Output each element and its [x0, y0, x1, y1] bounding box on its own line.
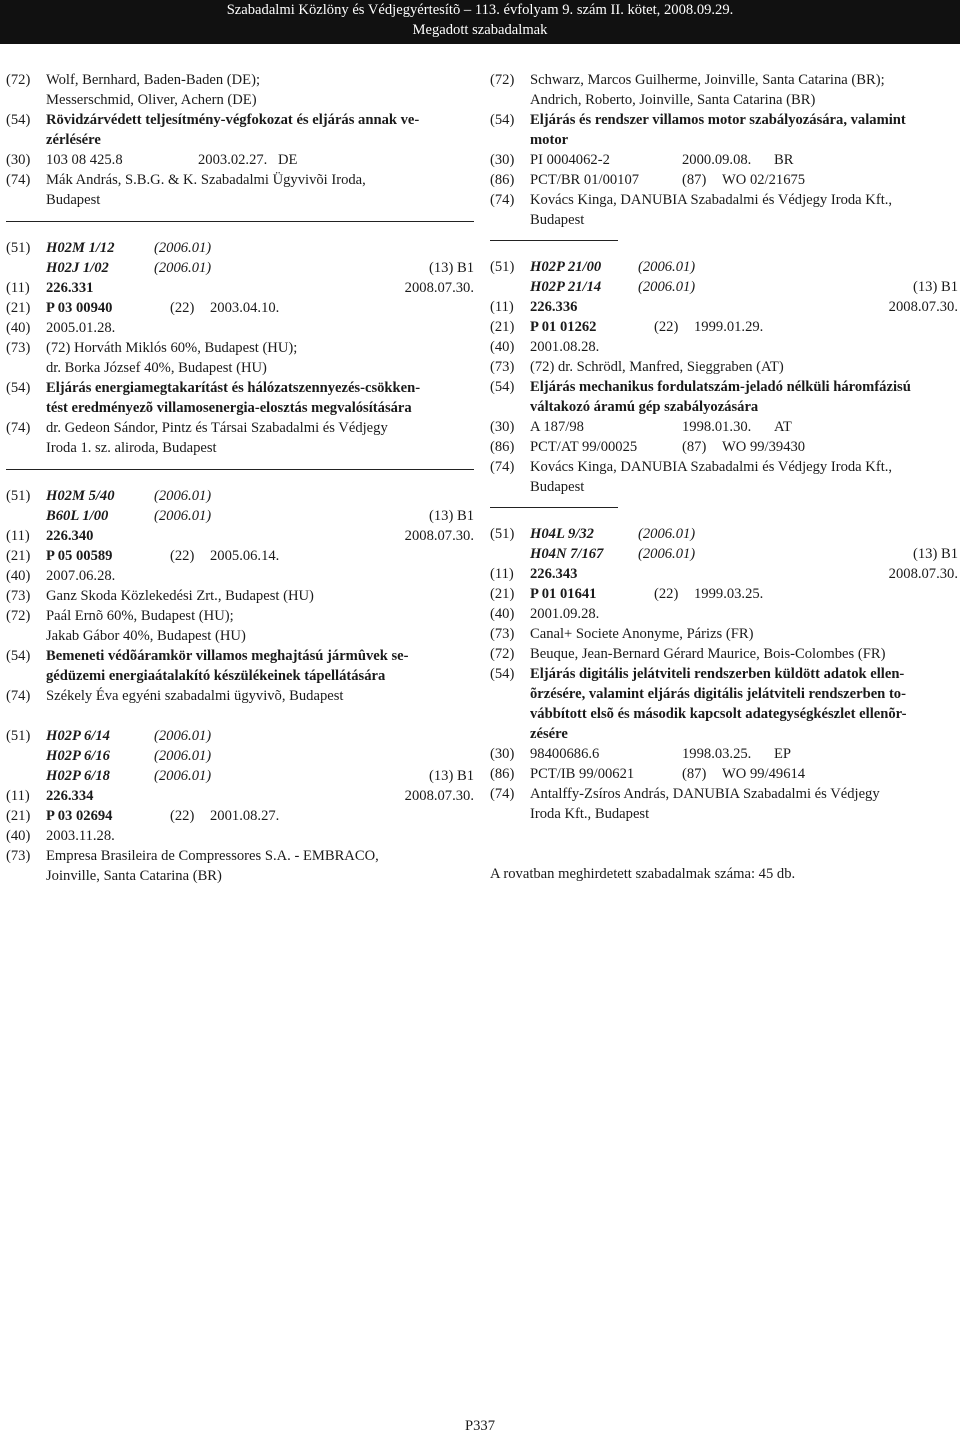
- field-54-title: (54) Eljárás digitális jelátviteli rendszerben küldött adatok ellen-: [490, 666, 905, 682]
- patent-entry: (51) H02P 6/14 (2006.01) H02P 6/16 (2006.01) H02P 6/18 (2006.01) (13) B1 (11) 226.334 2008.07.30. (21) P 03 02694 (22) 2001.08.27. (40) 2003.11.28. (73) Empresa Brasileira de Compressores S.A. - EMBRACO, Joinville, Santa Catarina (BR): [6, 728, 474, 884]
- field-51-ipc: (51) H02M 5/40 (2006.01): [6, 488, 212, 504]
- field-51-ipc: (51) H02M 1/12 (2006.01): [6, 240, 212, 256]
- entry-separator: [6, 221, 474, 222]
- patent-entry: (51) H04L 9/32 (2006.01) H04N 7/167 (2006.01) (13) B1 (11) 226.343 2008.07.30. (21) P 01 01641 (22) 1999.03.25. (40) 2001.09.28. (73) Canal+ Societe Anonyme, Párizs (FR) (72) Beuque, Jean-Bernard Gérard Maurice, Bois-Colombes (FR) (54) Eljárás digitális jelátviteli rendszerben küldött adatok ellen- õrzésére, valamint eljárás digitális jelátviteli rendszerben to- vábbított elsõ és második kapcsolt adategységkészlet ellenõr- zésére (30) 98400686.6 1998.03.25. EP (86) PCT/IB 99/00621 (87) WO 99/49614 (74) Antalffy-Zsíros András, DANUBIA Szabadalmi és Védjegy Iroda Kft., Budapest: [490, 526, 958, 822]
- field-72: (72) Wolf, Bernhard, Baden-Baden (DE);: [6, 72, 261, 88]
- field-74-agent: (74) Székely Éva egyéni szabadalmi ügyvivõ, Budapest: [6, 688, 344, 704]
- field-54-title: (54) Bemeneti védõáramkör villamos meghajtású jármûvek se-: [6, 648, 409, 664]
- kind-code: (13) B1: [429, 508, 474, 524]
- field-40: (40) 2007.06.28.: [6, 568, 116, 584]
- field-54-title: (54) Eljárás és rendszer villamos motor szabályozására, valamint: [490, 112, 906, 128]
- field-21-application: (21) P 03 00940 (22) 2003.04.10.: [6, 300, 280, 316]
- field-86-pct: (86) PCT/BR 01/00107 (87) WO 02/21675: [490, 172, 806, 188]
- left-column: [6, 70, 474, 886]
- kind-code: (13) B1: [913, 279, 958, 295]
- field-30-priority: (30) 103 08 425.8 2003.02.27. DE: [6, 152, 298, 168]
- field-40: (40) 2001.09.28.: [490, 606, 600, 622]
- field-73-owner: (73) Ganz Skoda Közlekedési Zrt., Budapest (HU): [6, 588, 314, 604]
- field-72-inventor: (72) Beuque, Jean-Bernard Gérard Maurice, Bois-Colombes (FR): [490, 646, 886, 662]
- field-54-title: (54) Eljárás energiamegtakarítást és hálózatszennyezés-csökken-: [6, 380, 421, 396]
- field-11-number: (11) 226.336 2008.07.30.: [490, 299, 958, 315]
- field-74-agent: (74) Kovács Kinga, DANUBIA Szabadalmi és Védjegy Iroda Kft.,: [490, 192, 893, 208]
- field-73-owner: (73) (72) dr. Schrödl, Manfred, Sieggraben (AT): [490, 359, 784, 375]
- field-86-pct: (86) PCT/AT 99/00025 (87) WO 99/39430: [490, 439, 806, 455]
- field-54-title: (54) Eljárás mechanikus fordulatszám-jeladó nélküli háromfázisú: [490, 379, 911, 395]
- field-74-agent: (74) Kovács Kinga, DANUBIA Szabadalmi és Védjegy Iroda Kft.,: [490, 459, 893, 475]
- field-51-ipc: (51) H02P 6/14 (2006.01): [6, 728, 212, 744]
- field-30-priority: (30) PI 0004062-2 2000.09.08. BR: [490, 152, 794, 168]
- right-column: [490, 70, 958, 884]
- entry-separator: [6, 469, 474, 470]
- field-21-application: (21) P 01 01262 (22) 1999.01.29.: [490, 319, 764, 335]
- kind-code: (13) B1: [429, 768, 474, 784]
- page-header: [0, 0, 960, 44]
- field-74-agent: (74) Mák András, S.B.G. & K. Szabadalmi Ügyvivõi Iroda,: [6, 172, 366, 188]
- field-11-number: (11) 226.331 2008.07.30.: [6, 280, 474, 296]
- patent-entry: (51) H02M 5/40 (2006.01) B60L 1/00 (2006.01) (13) B1 (11) 226.340 2008.07.30. (21) P 05 00589 (22) 2005.06.14. (40) 2007.06.28. (73) Ganz Skoda Közlekedési Zrt., Budapest (HU) (72) Paál Ernõ 60%, Budapest (HU); Jakab Gábor 40%, Budapest (HU) (54) Bemeneti védõáramkör villamos meghajtású jármûvek se- gédüzemi energiaátalakító készülékeinek tápellátására (74) Székely Éva egyéni szabadalmi ügyvivõ, Budapest: [6, 488, 474, 704]
- field-73-owner: (73) Canal+ Societe Anonyme, Párizs (FR): [490, 626, 754, 642]
- field-30-priority: (30) A 187/98 1998.01.30. AT: [490, 419, 792, 435]
- field-21-application: (21) P 01 01641 (22) 1999.03.25.: [490, 586, 764, 602]
- field-11-number: (11) 226.340 2008.07.30.: [6, 528, 474, 544]
- patent-entry: (72) Wolf, Bernhard, Baden-Baden (DE); Messerschmid, Oliver, Achern (DE) (54) Rövidzárvédett teljesítmény-végfokozat és eljárás annak ve- zérlésére (30) 103 08 425.8 2003.02.27. DE (74) Mák András, S.B.G. & K. Szabadalmi Ügyvivõi Iroda, Budapest: [6, 70, 474, 210]
- section-title: Megadott szabadalmak: [412, 22, 548, 38]
- field-74-agent: (74) Antalffy-Zsíros András, DANUBIA Szabadalmi és Védjegy: [490, 786, 880, 802]
- field-30-priority: (30) 98400686.6 1998.03.25. EP: [490, 746, 792, 762]
- kind-code: (13) B1: [913, 546, 958, 562]
- field-11-number: (11) 226.343 2008.07.30.: [490, 566, 958, 582]
- summary-text: A rovatban meghirdetett szabadalmak száma: 45 db.: [490, 866, 796, 882]
- patent-entry: (51) H02M 1/12 (2006.01) H02J 1/02 (2006.01) (13) B1 (11) 226.331 2008.07.30. (21) P 03 00940 (22) 2003.04.10. (40) 2005.01.28. (73) (72) Horváth Miklós 60%, Budapest (HU); dr. Borka József 40%, Budapest (HU) (54) Eljárás energiamegtakarítást és hálózatszennyezés-csökken- tést eredményezõ villamosenergia-elosztás megvalósítására (74) dr. Gedeon Sándor, Pintz és Társai Szabadalmi és Védjegy Iroda 1. sz. aliroda, Budapest: [6, 240, 474, 456]
- field-21-application: (21) P 03 02694 (22) 2001.08.27.: [6, 808, 280, 824]
- kind-code: (13) B1: [429, 260, 474, 276]
- page-number: P337: [464, 1418, 495, 1434]
- field-74-agent: (74) dr. Gedeon Sándor, Pintz és Társai Szabadalmi és Védjegy: [6, 420, 388, 436]
- field-54-title: (54) Rövidzárvédett teljesítmény-végfokozat és eljárás annak ve-: [6, 112, 420, 128]
- journal-title: Szabadalmi Közlöny és Védjegyértesítõ – 113. évfolyam 9. szám II. kötet, 2008.09.29.: [226, 2, 734, 18]
- field-72-inventor: (72) Schwarz, Marcos Guilherme, Joinville, Santa Catarina (BR);: [490, 72, 885, 88]
- entry-separator: [490, 507, 618, 508]
- entry-separator: [490, 240, 618, 241]
- field-86-pct: (86) PCT/IB 99/00621 (87) WO 99/49614: [490, 766, 806, 782]
- field-73-owner: (73) (72) Horváth Miklós 60%, Budapest (HU);: [6, 340, 298, 356]
- field-51-ipc: (51) H04L 9/32 (2006.01): [490, 526, 696, 542]
- field-51-ipc: (51) H02P 21/00 (2006.01): [490, 259, 696, 275]
- patent-entry: (72) Schwarz, Marcos Guilherme, Joinville, Santa Catarina (BR); Andrich, Roberto, Joinville, Santa Catarina (BR) (54) Eljárás és rendszer villamos motor szabályozására, valamint motor (30) PI 0004062-2 2000.09.08. BR (86) PCT/BR 01/00107 (87) WO 02/21675 (74) Kovács Kinga, DANUBIA Szabadalmi és Védjegy Iroda Kft., Budapest: [490, 70, 958, 230]
- field-40: (40) 2003.11.28.: [6, 828, 115, 844]
- patent-entry: (51) H02P 21/00 (2006.01) H02P 21/14 (2006.01) (13) B1 (11) 226.336 2008.07.30. (21) P 01 01262 (22) 1999.01.29. (40) 2001.08.28. (73) (72) dr. Schrödl, Manfred, Sieggraben (AT) (54) Eljárás mechanikus fordulatszám-jeladó nélküli háromfázisú váltakozó áramú gép szabályozására (30) A 187/98 1998.01.30. AT (86) PCT/AT 99/00025 (87) WO 99/39430 (74) Kovács Kinga, DANUBIA Szabadalmi és Védjegy Iroda Kft., Budapest: [490, 259, 958, 495]
- field-40: (40) 2001.08.28.: [490, 339, 600, 355]
- field-11-number: (11) 226.334 2008.07.30.: [6, 788, 474, 804]
- field-72-inventor: (72) Paál Ernõ 60%, Budapest (HU);: [6, 608, 234, 624]
- field-21-application: (21) P 05 00589 (22) 2005.06.14.: [6, 548, 280, 564]
- field-73-owner: (73) Empresa Brasileira de Compressores S.A. - EMBRACO,: [6, 848, 379, 864]
- field-40: (40) 2005.01.28.: [6, 320, 116, 336]
